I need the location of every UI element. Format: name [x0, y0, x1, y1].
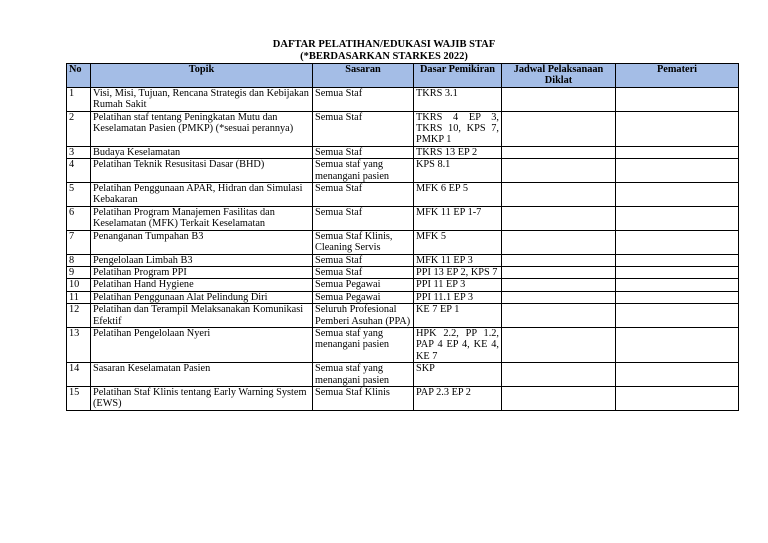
- cell-jadwal: [502, 291, 616, 303]
- title-line-2: (*BERDASARKAN STARKES 2022): [300, 51, 468, 62]
- cell-jadwal: [502, 254, 616, 266]
- cell-no: 12: [67, 304, 91, 328]
- table-row: [67, 304, 739, 328]
- table-row: [67, 206, 739, 230]
- cell-dasar-pemikiran: PAP 2.3 EP 2: [414, 386, 502, 410]
- cell-jadwal: [502, 146, 616, 158]
- cell-no: 9: [67, 266, 91, 278]
- cell-dasar-pemikiran: PPI 13 EP 2, KPS 7: [414, 266, 502, 278]
- cell-jadwal: [502, 279, 616, 291]
- cell-no: 13: [67, 327, 91, 362]
- cell-jadwal: [502, 304, 616, 328]
- cell-dasar-pemikiran: TKRS 4 EP 3, TKRS 10, KPS 7, PMKP 1: [414, 111, 502, 146]
- cell-no: 5: [67, 183, 91, 207]
- cell-topik: Pelatihan Penggunaan APAR, Hidran dan Simulasi Kebakaran: [91, 183, 313, 207]
- cell-no: 6: [67, 206, 91, 230]
- cell-topik: Pelatihan Pengelolaan Nyeri: [91, 327, 313, 362]
- table-row: [67, 386, 739, 410]
- table-row: [67, 327, 739, 362]
- header-jadwal: Jadwal Pelaksanaan Diklat: [502, 64, 616, 88]
- table-row: [67, 159, 739, 183]
- cell-sasaran: Semua Staf: [313, 254, 414, 266]
- cell-pemateri: [616, 386, 739, 410]
- table-row: [67, 146, 739, 158]
- cell-jadwal: [502, 206, 616, 230]
- cell-topik: Sasaran Keselamatan Pasien: [91, 363, 313, 387]
- cell-topik: Pelatihan Penggunaan Alat Pelindung Diri: [91, 291, 313, 303]
- document-title: [0, 39, 768, 63]
- cell-sasaran: Semua Staf Klinis, Cleaning Servis: [313, 230, 414, 254]
- cell-jadwal: [502, 111, 616, 146]
- cell-topik: Visi, Misi, Tujuan, Rencana Strategis dan Kebijakan Rumah Sakit: [91, 87, 313, 111]
- cell-topik: Pelatihan Teknik Resusitasi Dasar (BHD): [91, 159, 313, 183]
- cell-jadwal: [502, 266, 616, 278]
- cell-sasaran: Semua Staf Klinis: [313, 386, 414, 410]
- cell-no: 11: [67, 291, 91, 303]
- cell-pemateri: [616, 183, 739, 207]
- cell-dasar-pemikiran: KE 7 EP 1: [414, 304, 502, 328]
- cell-no: 15: [67, 386, 91, 410]
- cell-dasar-pemikiran: TKRS 3.1: [414, 87, 502, 111]
- cell-sasaran: Semua Staf: [313, 206, 414, 230]
- cell-jadwal: [502, 386, 616, 410]
- cell-dasar-pemikiran: TKRS 13 EP 2: [414, 146, 502, 158]
- table-row: [67, 230, 739, 254]
- table-row: [67, 266, 739, 278]
- table-row: [67, 254, 739, 266]
- cell-no: 14: [67, 363, 91, 387]
- cell-pemateri: [616, 206, 739, 230]
- header-dasar-pemikiran: Dasar Pemikiran: [414, 64, 502, 88]
- header-topik: Topik: [91, 64, 313, 88]
- cell-topik: Penanganan Tumpahan B3: [91, 230, 313, 254]
- cell-pemateri: [616, 230, 739, 254]
- cell-dasar-pemikiran: SKP: [414, 363, 502, 387]
- cell-jadwal: [502, 87, 616, 111]
- cell-sasaran: Semua Staf: [313, 183, 414, 207]
- cell-sasaran: Semua Staf: [313, 266, 414, 278]
- cell-topik: Budaya Keselamatan: [91, 146, 313, 158]
- cell-dasar-pemikiran: MFK 11 EP 1-7: [414, 206, 502, 230]
- cell-sasaran: Semua Pegawai: [313, 279, 414, 291]
- table-row: [67, 183, 739, 207]
- cell-pemateri: [616, 111, 739, 146]
- cell-topik: Pelatihan staf tentang Peningkatan Mutu dan Keselamatan Pasien (PMKP) (*sesuai perannya): [91, 111, 313, 146]
- cell-jadwal: [502, 363, 616, 387]
- table-body: [67, 87, 739, 410]
- cell-jadwal: [502, 159, 616, 183]
- cell-no: 10: [67, 279, 91, 291]
- cell-sasaran: Semua staf yang menangani pasien: [313, 159, 414, 183]
- cell-no: 1: [67, 87, 91, 111]
- cell-sasaran: Semua Staf: [313, 111, 414, 146]
- table-row: [67, 87, 739, 111]
- cell-pemateri: [616, 266, 739, 278]
- header-no: No: [67, 64, 91, 88]
- cell-no: 2: [67, 111, 91, 146]
- cell-pemateri: [616, 327, 739, 362]
- cell-no: 7: [67, 230, 91, 254]
- cell-topik: Pelatihan Program PPI: [91, 266, 313, 278]
- cell-no: 8: [67, 254, 91, 266]
- cell-pemateri: [616, 146, 739, 158]
- cell-sasaran: Semua staf yang menangani pasien: [313, 363, 414, 387]
- cell-no: 3: [67, 146, 91, 158]
- cell-topik: Pelatihan Staf Klinis tentang Early Warning System (EWS): [91, 386, 313, 410]
- cell-jadwal: [502, 183, 616, 207]
- table-row: [67, 111, 739, 146]
- cell-topik: Pelatihan dan Terampil Melaksanakan Komunikasi Efektif: [91, 304, 313, 328]
- cell-topik: Pelatihan Hand Hygiene: [91, 279, 313, 291]
- cell-topik: Pengelolaan Limbah B3: [91, 254, 313, 266]
- table-row: [67, 291, 739, 303]
- cell-dasar-pemikiran: PPI 11.1 EP 3: [414, 291, 502, 303]
- cell-pemateri: [616, 291, 739, 303]
- cell-dasar-pemikiran: HPK 2.2, PP 1.2, PAP 4 EP 4, KE 4, KE 7: [414, 327, 502, 362]
- cell-pemateri: [616, 87, 739, 111]
- cell-pemateri: [616, 254, 739, 266]
- title-line-1: DAFTAR PELATIHAN/EDUKASI WAJIB STAF: [272, 39, 496, 50]
- cell-dasar-pemikiran: PPI 11 EP 3: [414, 279, 502, 291]
- header-sasaran: Sasaran: [313, 64, 414, 88]
- cell-dasar-pemikiran: KPS 8.1: [414, 159, 502, 183]
- cell-dasar-pemikiran: MFK 5: [414, 230, 502, 254]
- cell-jadwal: [502, 327, 616, 362]
- cell-pemateri: [616, 304, 739, 328]
- cell-no: 4: [67, 159, 91, 183]
- cell-sasaran: Semua staf yang menangani pasien: [313, 327, 414, 362]
- table-row: [67, 363, 739, 387]
- cell-sasaran: Semua Staf: [313, 87, 414, 111]
- cell-pemateri: [616, 279, 739, 291]
- cell-pemateri: [616, 363, 739, 387]
- cell-sasaran: Semua Pegawai: [313, 291, 414, 303]
- cell-sasaran: Semua Staf: [313, 146, 414, 158]
- cell-topik: Pelatihan Program Manajemen Fasilitas dan Keselamatan (MFK) Terkait Keselamatan: [91, 206, 313, 230]
- header-pemateri: Pemateri: [616, 64, 739, 88]
- training-table: [66, 63, 739, 411]
- cell-dasar-pemikiran: MFK 11 EP 3: [414, 254, 502, 266]
- cell-dasar-pemikiran: MFK 6 EP 5: [414, 183, 502, 207]
- cell-sasaran: Seluruh Profesional Pemberi Asuhan (PPA): [313, 304, 414, 328]
- table-header-row: [67, 64, 739, 88]
- table-row: [67, 279, 739, 291]
- cell-pemateri: [616, 159, 739, 183]
- cell-jadwal: [502, 230, 616, 254]
